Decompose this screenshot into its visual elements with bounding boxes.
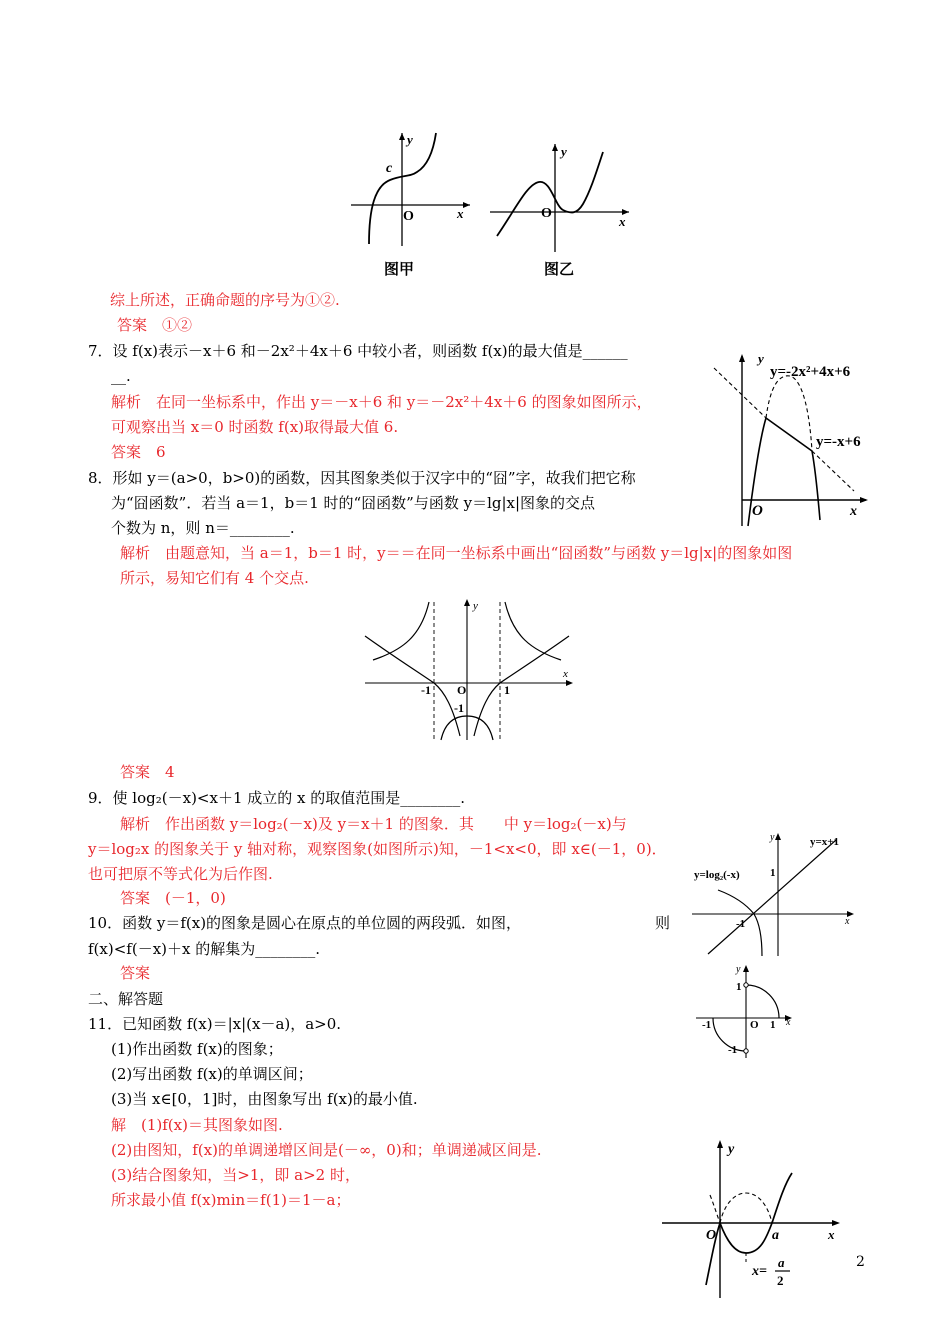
question-11-part1: (1)作出函数 f(x)的图象； [111, 1040, 283, 1058]
origin-label: O [706, 1228, 717, 1243]
conclusion-line: 综上所述，正确命题的序号为①②. [110, 291, 340, 309]
question-11: 11．已知函数 f(x)＝|x|(x－a)，a>0. [88, 1015, 342, 1033]
analysis-8-cont: 所示，易知它们有 4 个交点. [120, 569, 309, 587]
fraction-denominator: 2 [777, 1273, 784, 1288]
question-11-part2: (2)写出函数 f(x)的单调区间； [111, 1065, 313, 1083]
solution-11-1: 解 (1)f(x)＝其图象如图. [111, 1116, 283, 1134]
analysis-7-cont: 可观察出当 x＝0 时函数 f(x)取得最大值 6. [111, 418, 399, 436]
answer-10: 答案 [120, 964, 151, 982]
tick-pos1: 1 [504, 683, 510, 697]
question-10-ze: 则 [655, 914, 671, 932]
answer-9: 答案 (－1，0) [120, 889, 226, 907]
figure-q11 [660, 1135, 850, 1300]
tick-x-1: 1 [770, 1019, 776, 1031]
axis-y-label: y [770, 832, 775, 843]
question-10: 10．函数 y＝f(x)的图象是圆心在原点的单位圆的两段弧．如图， [88, 914, 522, 932]
question-8-cont2: 个数为 n，则 n＝________. [111, 519, 295, 537]
solution-11-2: (2)由图知，f(x)的单调递增区间是(－∞，0)和；单调递减区间是. [111, 1141, 542, 1159]
tick-x-neg1: -1 [702, 1019, 712, 1031]
tick-y-1: 1 [736, 981, 742, 993]
axis-y-label: y [473, 600, 478, 612]
log-label: y=log₂(-x) [694, 869, 740, 881]
solution-11-3-cont: 所求最小值 f(x)min＝f(1)＝1－a； [111, 1191, 351, 1209]
axis-x-label: x [828, 1227, 835, 1242]
intercept-c-label: c [386, 161, 393, 176]
figure-q9 [690, 830, 860, 958]
section-title: 二、解答题 [88, 990, 164, 1008]
analysis-7: 解析 在同一坐标系中，作出 y＝－x＋6 和 y＝－2x²＋4x＋6 的图象如图所示， [111, 393, 652, 411]
question-10-cont: f(x)<f(－x)＋x 的解集为________. [88, 940, 320, 958]
question-7: 7．设 f(x)表示－x＋6 和－2x²＋4x＋6 中较小者，则函数 f(x)的最大值是______ [88, 342, 628, 360]
axis-y-label: y [736, 964, 741, 975]
answer-7: 答案 6 [111, 443, 166, 461]
analysis-9: 解析 作出函数 y＝log₂(－x)及 y＝x＋1 的图象．其 中 y＝log₂(－x)与 [120, 815, 627, 833]
root-a-label: a [772, 1228, 779, 1243]
question-11-part3: (3)当 x∈[0，1]时，由图象写出 f(x)的最小值. [111, 1090, 418, 1108]
question-9: 9．使 log₂(－x)<x＋1 成立的 x 的取值范围是________. [88, 789, 466, 807]
figure-q10 [694, 962, 804, 1062]
axis-x-label: x [619, 214, 626, 229]
answer-8: 答案 4 [120, 763, 175, 781]
origin-label: O [403, 209, 414, 224]
origin-label: O [752, 503, 763, 519]
solution-11-3: (3)结合图象知，当>1，即 a>2 时， [111, 1166, 360, 1184]
axis-x-label: x [563, 668, 568, 680]
analysis-8: 解析 由题意知，当 a＝1，b＝1 时，y＝＝在同一坐标系中画出“囧函数”与函数 y＝lg|x|的图象如图 [120, 544, 793, 562]
axis-x-label: x [850, 504, 857, 519]
page-number: 2 [856, 1254, 865, 1270]
question-7-cont: __. [111, 367, 131, 385]
answer-6: 答案 ①② [117, 316, 193, 334]
axis-y-label: y [407, 132, 413, 147]
figure-yi [487, 140, 632, 280]
figure-q8 [363, 596, 578, 746]
origin-label: O [750, 1019, 759, 1031]
analysis-9-cont2: 也可把原不等式化为后作图. [88, 865, 273, 883]
line-label: y=x+1 [810, 836, 840, 848]
figure-jia [345, 128, 475, 278]
origin-label: O [541, 206, 552, 221]
question-8: 8．形如 y＝(a>0，b>0)的函数，因其图象类似于汉字中的“囧”字，故我们把它称 [88, 469, 636, 487]
axis-y-label: y [758, 351, 764, 366]
fraction-numerator: a [778, 1255, 785, 1270]
figure-q7 [706, 348, 886, 528]
question-8-cont1: 为“囧函数”．若当 a＝1，b＝1 时的“囧函数”与函数 y＝lg|x|图象的交点 [111, 494, 596, 512]
tick-y-1: 1 [770, 867, 776, 879]
axis-x-label: x [786, 1017, 791, 1028]
tick-neg1: -1 [421, 683, 431, 697]
analysis-9-cont1: y＝log₂x 的图象关于 y 轴对称，观察图象(如图所示)知，－1<x<0，即 x∈(－1，0)． [88, 840, 667, 858]
axis-x-label: x [845, 916, 850, 927]
tick-x-neg1: -1 [736, 918, 746, 930]
axis-x-label: x [457, 206, 464, 221]
origin-label: O [457, 683, 467, 697]
parabola-label: y=-2x²+4x+6 [770, 364, 851, 380]
tick-y-neg1: -1 [454, 701, 464, 715]
axis-y-label: y [561, 144, 567, 159]
figure-caption: 图甲 [384, 262, 415, 278]
figure-caption: 图乙 [544, 262, 575, 278]
axis-y-label: y [728, 1142, 735, 1157]
line-label: y=-x+6 [816, 434, 861, 450]
vertex-x-label: x= [752, 1264, 767, 1279]
tick-y-neg1: -1 [728, 1044, 738, 1056]
